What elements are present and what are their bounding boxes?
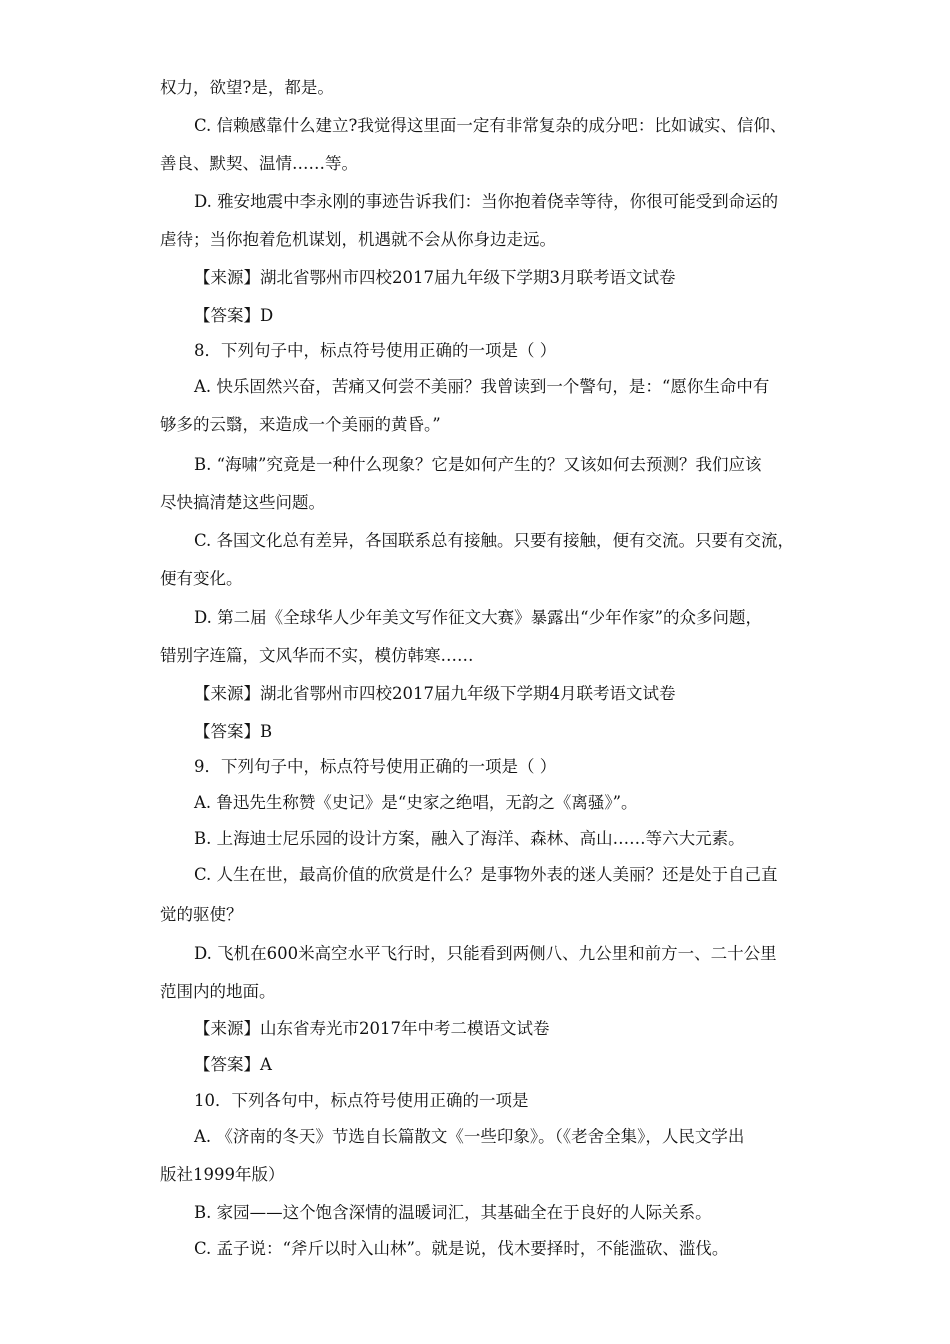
text-line: 觉的驱使？ [160, 905, 243, 924]
option-c-line: C. 信赖感靠什么建立?我觉得这里面一定有非常复杂的成分吧：比如诚实、信仰、 [194, 116, 787, 135]
source-line: 【来源】山东省寿光市2017年中考二模语文试卷 [194, 1019, 550, 1038]
option-d-line: D. 第二届《全球华人少年美文写作征文大赛》暴露出“少年作家”的众多问题， [194, 608, 763, 627]
option-b-line: B. 上海迪士尼乐园的设计方案，融入了海洋、森林、高山……等六大元素。 [194, 829, 745, 848]
option-a-line: A. 鲁迅先生称赞《史记》是“史家之绝唱，无韵之《离骚》”。 [194, 793, 638, 812]
option-c-line: C. 孟子说：“斧斤以时入山林”。就是说，伐木要择时，不能滥砍、滥伐。 [194, 1239, 729, 1258]
option-d-line: D. 飞机在600米高空水平飞行时，只能看到两侧八、九公里和前方一、二十公里 [194, 944, 777, 963]
option-d-line: D. 雅安地震中李永刚的事迹告诉我们：当你抱着侥幸等待，你很可能受到命运的 [194, 192, 779, 211]
option-a-line: A. 快乐固然兴奋，苦痛又何尝不美丽？我曾读到一个警句，是：“愿你生命中有 [194, 377, 770, 396]
text-line: 虐待；当你抱着危机谋划，机遇就不会从你身边走远。 [160, 230, 556, 249]
option-c-line: C. 人生在世，最高价值的欣赏是什么？是事物外表的迷人美丽？还是处于自己直 [194, 865, 778, 884]
text-line: 范围内的地面。 [160, 982, 276, 1001]
text-line: 够多的云翳，来造成一个美丽的黄昏。” [160, 415, 441, 434]
question-10: 10．下列各句中，标点符号使用正确的一项是 [194, 1091, 529, 1110]
answer-line: 【答案】A [194, 1055, 272, 1074]
option-b-line: B. 家园——这个饱含深情的温暖词汇，其基础全在于良好的人际关系。 [194, 1203, 712, 1222]
answer-line: 【答案】B [194, 722, 273, 741]
text-line: 善良、默契、温情……等。 [160, 154, 358, 173]
option-c-line: C. 各国文化总有差异，各国联系总有接触。只要有接触，便有交流。只要有交流， [194, 531, 795, 550]
option-a-line: A. 《济南的冬天》节选自长篇散文《一些印象》。（《老舍全集》，人民文学出 [194, 1127, 745, 1146]
question-9: 9．下列句子中，标点符号使用正确的一项是（ ） [194, 757, 557, 776]
text-line: 权力，欲望?是，都是。 [160, 78, 334, 97]
option-b-line: B. “海啸”究竟是一种什么现象？它是如何产生的？又该如何去预测？我们应该 [194, 455, 762, 474]
text-line: 版社1999年版） [160, 1165, 285, 1184]
answer-line: 【答案】D [194, 306, 274, 325]
source-line: 【来源】湖北省鄂州市四校2017届九年级下学期4月联考语文试卷 [194, 684, 676, 703]
source-line: 【来源】湖北省鄂州市四校2017届九年级下学期3月联考语文试卷 [194, 268, 676, 287]
question-8: 8．下列句子中，标点符号使用正确的一项是（ ） [194, 341, 557, 360]
text-line: 便有变化。 [160, 569, 243, 588]
text-line: 尽快搞清楚这些问题。 [160, 493, 325, 512]
text-line: 错别字连篇，文风华而不实，模仿韩寒…… [160, 646, 474, 665]
